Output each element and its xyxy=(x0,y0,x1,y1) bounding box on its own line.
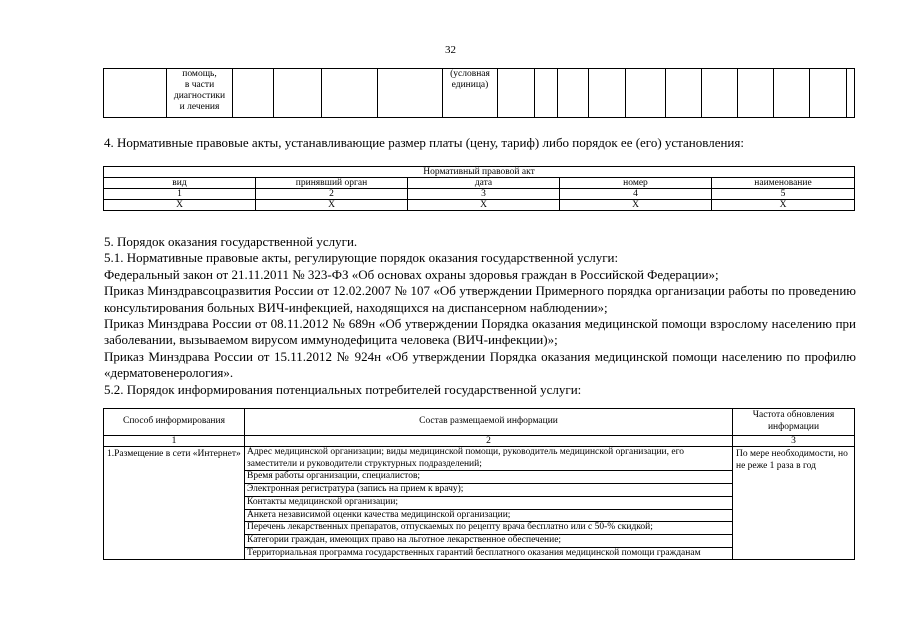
subsection-heading: 5.1. Нормативные правовые акты, регулирующие порядок оказания государственной услуги: xyxy=(104,250,619,266)
method-cell: 1.Размещение в сети «Интернет» xyxy=(104,447,245,560)
informing-table xyxy=(103,408,855,560)
column-header: Частота обновления информации xyxy=(733,409,855,436)
list-item: Контакты медицинской организации; xyxy=(245,497,732,510)
page-number: 32 xyxy=(445,44,456,56)
list-item: Адрес медицинской организации; виды медицинской помощи, руководитель медицинской организации, его заместители и руководители структурных подразделений; xyxy=(245,447,732,471)
list-item: Категории граждан, имеющих право на льготное лекарственное обеспечение; xyxy=(245,535,732,548)
frequency-cell: По мере необходимости, но не реже 1 раза в год xyxy=(733,447,855,560)
care-type-cell: помощь, в части диагностики и лечения xyxy=(167,69,233,118)
legal-act: Приказ Минздрава России от 15.11.2012 № 924н «Об утверждении Порядка оказания медицинской помощи населению по профилю «дерматовенерология». xyxy=(104,348,856,381)
table-row xyxy=(104,447,855,560)
column-header: номер xyxy=(560,178,712,189)
column-header: Способ информирования xyxy=(104,409,245,436)
list-item: Территориальная программа государственных гарантий бесплатного оказания медицинской помощи гражданам xyxy=(247,547,701,558)
section4-heading: 4. Нормативные правовые акты, устанавливающие размер платы (цену, тариф) либо порядок ее (его) установления: xyxy=(104,135,744,150)
table-row xyxy=(104,69,855,118)
subsection-heading: 5.2. Порядок информирования потенциальных потребителей государственной услуги: xyxy=(104,381,582,397)
legal-act: Приказ Минздрава России от 08.11.2012 № 689н «Об утверждении Порядка оказания медицинской помощи взрослому населению при заболевании, вызываемом вирусом иммунодефицита человека (ВИЧ-инфекции)»; xyxy=(104,316,856,348)
list-item: Перечень лекарственных препаратов, отпускаемых по рецепту врача бесплатно или с 50-% скидкой; xyxy=(245,522,732,535)
table-row xyxy=(104,167,855,178)
legal-acts-table xyxy=(103,166,855,211)
table-header-row xyxy=(104,178,855,189)
section5-heading: 5. Порядок оказания государственной услуги. xyxy=(104,234,358,249)
list-item: Электронная регистратура (запись на прием к врачу); xyxy=(245,484,732,497)
table-title: Нормативный правовой акт xyxy=(104,167,855,178)
info-items-cell xyxy=(245,447,733,560)
column-header: дата xyxy=(408,178,560,189)
legal-act: Федеральный закон от 21.11.2011 № 323-ФЗ «Об основах охраны здоровья граждан в Российской Федерации»; xyxy=(104,266,719,282)
section5 xyxy=(104,234,856,398)
table-row: Х Х Х Х Х xyxy=(104,200,855,211)
unit-cell: (условная единица) xyxy=(443,69,498,118)
column-header: вид xyxy=(104,178,256,189)
list-item: Время работы организации, специалистов; xyxy=(245,471,732,484)
table-row: 1 2 3 xyxy=(104,436,855,447)
table-header-row xyxy=(104,409,855,436)
column-header: Состав размещаемой информации xyxy=(245,409,733,436)
column-header: принявший орган xyxy=(256,178,408,189)
table-row: 1 2 3 4 5 xyxy=(104,189,855,200)
legal-act: Приказ Минздравсоцразвития России от 12.02.2007 № 107 «Об утверждении Примерного порядка организации работы по проведению консультирования больных ВИЧ-инфекцией, находящихся на диспансерном наблюдении»; xyxy=(104,283,856,315)
continuation-table xyxy=(103,68,855,118)
column-header: наименование xyxy=(712,178,855,189)
list-item: Анкета независимой оценки качества медицинской организации; xyxy=(245,510,732,523)
